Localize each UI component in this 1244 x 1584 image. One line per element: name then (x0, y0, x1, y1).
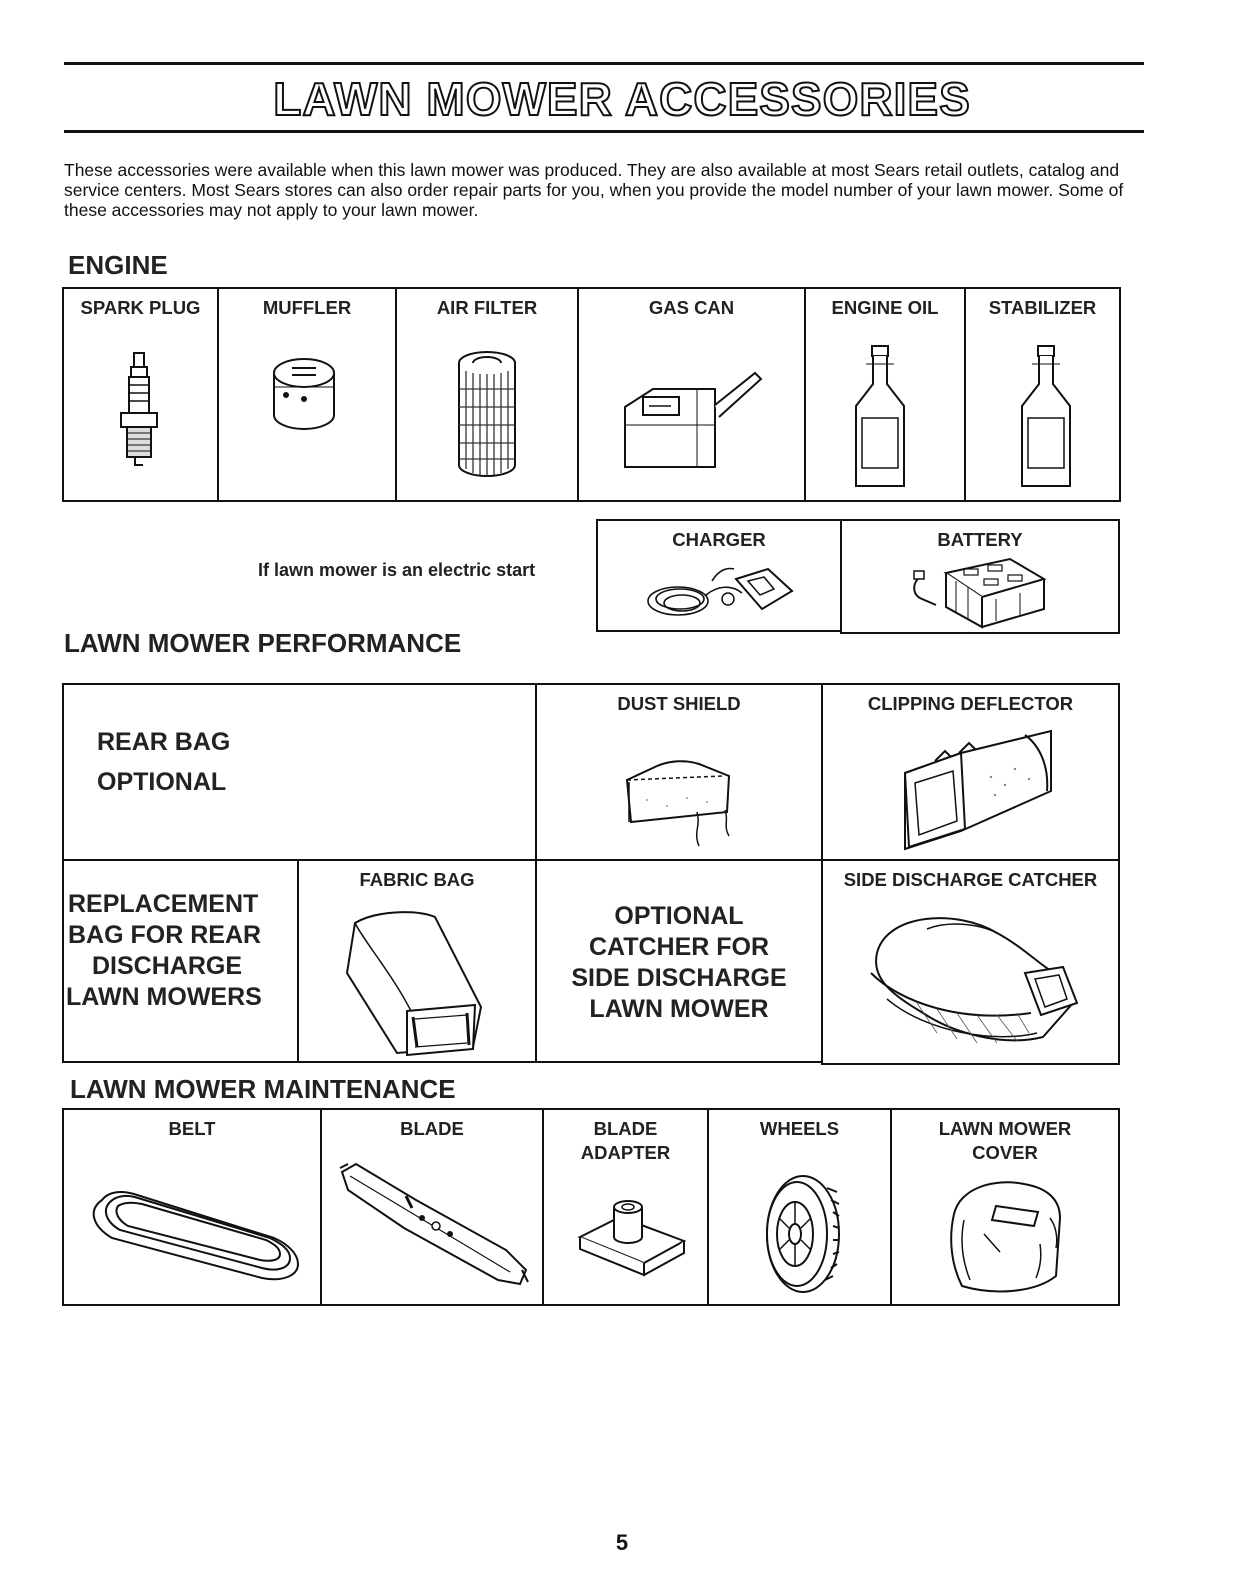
wheels-label: WHEELS (759, 1118, 840, 1139)
side-discharge-catcher-label: SIDE DISCHARGE CATCHER (843, 869, 1098, 890)
spark-plug-icon (109, 351, 169, 476)
cover-label-2: COVER (972, 1142, 1038, 1163)
page-number: 5 (615, 1530, 629, 1555)
replacement-line-2: BAG FOR REAR (68, 921, 262, 949)
blade-adapter-label-2: ADAPTER (580, 1142, 671, 1163)
spark-plug-cell (62, 287, 219, 502)
charger-cell (596, 519, 842, 632)
engine-oil-label: ENGINE OIL (831, 297, 939, 318)
fabric-bag-icon (341, 901, 491, 1056)
stabilizer-label: STABILIZER (988, 297, 1097, 318)
stabilizer-cell (964, 287, 1121, 502)
blade-icon (336, 1158, 536, 1298)
dust-shield-label: DUST SHIELD (617, 693, 741, 714)
stabilizer-bottle-icon (1016, 344, 1076, 492)
cover-cell (890, 1108, 1120, 1306)
replacement-line-4: LAWN MOWERS (66, 983, 262, 1011)
optional-catcher-line-3: SIDE DISCHARGE (571, 964, 787, 992)
cover-label-1: LAWN MOWER (938, 1118, 1072, 1139)
rear-bag-cell (62, 683, 537, 861)
air-filter-icon (452, 349, 522, 484)
blade-adapter-icon (574, 1195, 689, 1285)
oil-bottle-icon (850, 344, 910, 492)
belt-label: BELT (168, 1118, 216, 1139)
spark-plug-label: SPARK PLUG (80, 297, 201, 318)
gas-can-cell (577, 287, 806, 502)
blade-label: BLADE (400, 1118, 464, 1139)
electric-start-note: If lawn mower is an electric start (258, 560, 536, 580)
charger-icon (636, 557, 806, 627)
clipping-deflector-label: CLIPPING DEFLECTOR (867, 693, 1074, 714)
charger-label: CHARGER (672, 529, 766, 550)
gas-can-icon (619, 359, 764, 474)
mower-cover-icon (940, 1174, 1070, 1299)
dust-shield-icon (617, 740, 742, 850)
belt-icon (82, 1170, 307, 1285)
wheel-icon (759, 1168, 849, 1298)
dust-shield-cell (535, 683, 823, 861)
optional-catcher-cell (535, 859, 823, 1063)
side-discharge-catcher-icon (857, 903, 1087, 1053)
battery-label: BATTERY (937, 529, 1023, 550)
muffler-label: MUFFLER (262, 297, 352, 318)
top-rule (64, 62, 1144, 65)
side-discharge-catcher-cell (821, 859, 1120, 1065)
engine-heading: ENGINE (68, 250, 168, 280)
fabric-bag-cell (297, 859, 537, 1063)
rear-bag-line2: OPTIONAL (97, 768, 227, 796)
blade-adapter-cell (542, 1108, 709, 1306)
intro-paragraph: These accessories were available when this lawn mower was produced. They are also available at most Sears retail outlets, catalog and service centers. Most Sears stores can also order repair parts for you, when you provide the model number of your lawn mower. Some of these accessories may not apply to your lawn mower. (64, 160, 1124, 220)
performance-heading: LAWN MOWER PERFORMANCE (64, 628, 462, 658)
fabric-bag-label: FABRIC BAG (359, 869, 475, 890)
air-filter-label: AIR FILTER (436, 297, 538, 318)
replacement-bag-cell (62, 859, 299, 1063)
page-title: LAWN MOWER ACCESSORIES (273, 73, 971, 125)
blade-adapter-label-1: BLADE (593, 1118, 658, 1139)
muffler-icon (264, 351, 344, 441)
battery-cell (840, 519, 1120, 634)
engine-oil-cell (804, 287, 966, 502)
maintenance-heading: LAWN MOWER MAINTENANCE (70, 1074, 456, 1104)
clipping-deflector-icon (895, 725, 1060, 855)
replacement-line-3: DISCHARGE (92, 952, 243, 980)
title-underline (64, 130, 1144, 133)
gas-can-label: GAS CAN (648, 297, 735, 318)
belt-cell (62, 1108, 322, 1306)
optional-catcher-line-2: CATCHER FOR (588, 933, 770, 961)
blade-cell (320, 1108, 544, 1306)
rear-bag-line1: REAR BAG (97, 728, 231, 756)
optional-catcher-line-4: LAWN MOWER (589, 995, 769, 1023)
replacement-line-1: REPLACEMENT (68, 890, 259, 918)
battery-icon (900, 555, 1060, 630)
optional-catcher-line-1: OPTIONAL (614, 902, 744, 930)
muffler-cell (217, 287, 397, 502)
air-filter-cell (395, 287, 579, 502)
wheels-cell (707, 1108, 892, 1306)
clipping-deflector-cell (821, 683, 1120, 861)
